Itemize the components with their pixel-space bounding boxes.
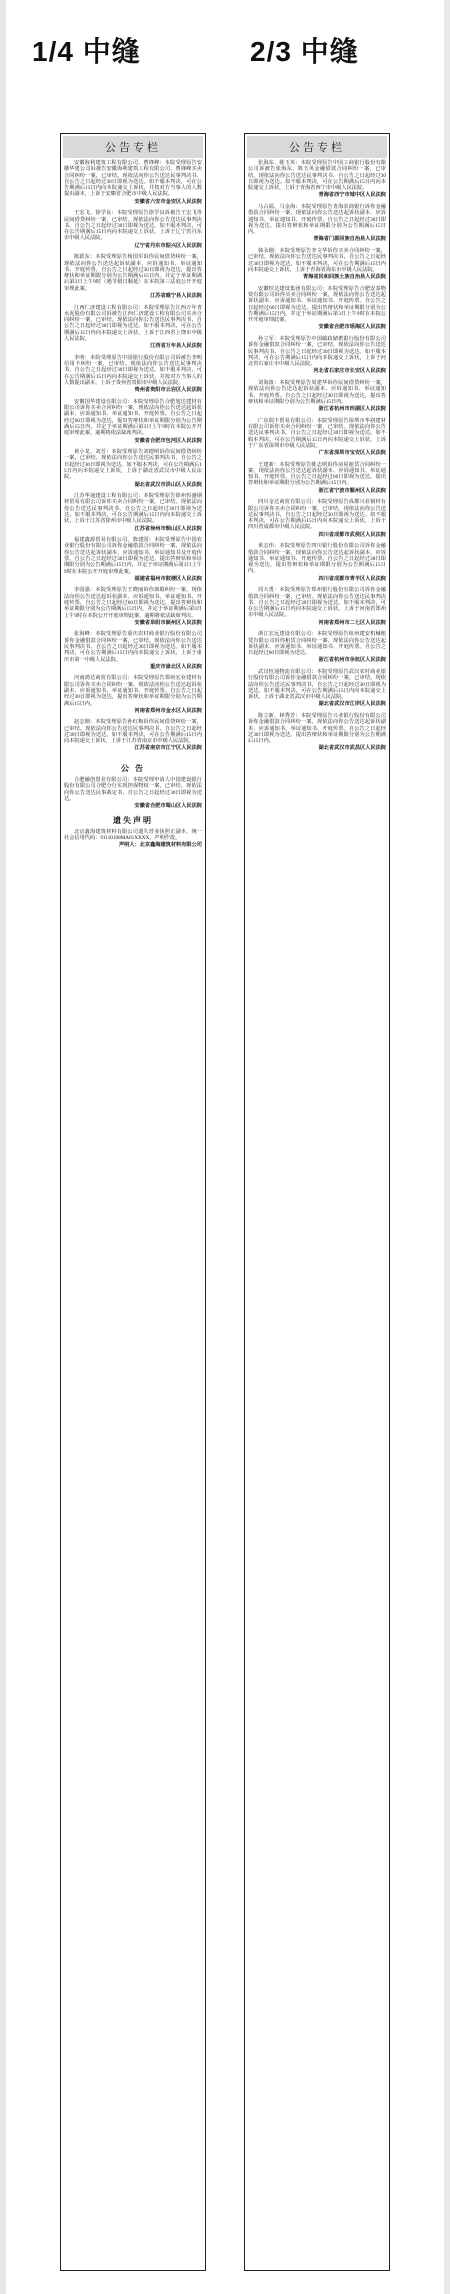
notice-text: 福建鑫源贸易有限公司、陈建国：本院受理原告中国农业银行股份有限公司诉你金融借款合同纠纷一案，现依法向你公告送达起诉状副本、应诉通知书、举证通知书及开庭传票。自公告之日起经过30日即视为送达。提出答辩状和举证期限分别为公告期满后15日内，并定于举证期满后第3日上午9时在本院公开开庭审理此案。 <box>64 537 202 575</box>
notice-text: 张海峰：本院受理原告重庆农村商业银行股份有限公司诉你金融借款合同纠纷一案，已审结。现依法向你公告送达民事判决书，自公告之日起经过30日即视为送达。如不服本判决，可在公告期满后15日内向本院递交上诉状，上诉于重庆市第一中级人民法院。 <box>64 631 202 663</box>
notice-text: 武汉恒通物流有限公司：本院受理原告武汉农村商业银行股份有限公司诉你金融借款合同纠纷一案，已审结。现依法向你公告送达民事判决书，自公告之日起经过30日即视为送达。如不服本判决，可在公告期满后15日内向本院递交上诉状，上诉于湖北省武汉市中级人民法院。 <box>248 668 386 701</box>
court-notice <box>64 631 202 670</box>
court-notice <box>248 418 386 457</box>
court-notice <box>64 675 202 714</box>
court-notice <box>64 587 202 626</box>
notice-text: 广东瑞丰贸易有限公司：本院受理原告深圳市华润建材有限公司诉你买卖合同纠纷一案，已审结。现依法向你公告送达民事判决书，自公告之日起经过30日即视为送达。如不服本判决，可在公告期满后15日内向本院递交上诉状，上诉于广东省深圳市中级人民法院。 <box>248 417 386 449</box>
notice-text: 河南鸿达商贸有限公司：本院受理原告郑州宏业建材有限公司诉你买卖合同纠纷一案，现依法向你公告送达起诉状副本、应诉通知书、举证通知书、开庭传票。自公告之日起经过30日即视为送达，提出答辩状和举证期限分别为公告期满后15日内。 <box>64 675 202 707</box>
notice-court-signature: 河北省石家庄市长安区人民法院 <box>313 368 386 375</box>
notice-court-signature: 江苏省南京市江宁区人民法院 <box>134 745 202 752</box>
right-announcement-column <box>244 133 390 2271</box>
court-notice <box>64 493 202 532</box>
court-notice <box>64 719 202 752</box>
notice-court-signature: 贵州省贵阳市云岩区人民法院 <box>134 387 202 394</box>
court-notice <box>64 399 202 444</box>
notice-text: 张海东、陈玉英：本院受理原告中国工商银行股份有限公司诉被告张海东、陈玉英金融借款合同纠纷一案，已审结。现依法向你公告送达民事判决书，自公告之日起经过30日即视为送达。如不服本判决，可在公告期满后15日内向本院递交上诉状，上诉于青海省西宁市中级人民法院。 <box>248 160 386 192</box>
notice-text: 赵志刚：本院受理原告孙红梅诉你民间借贷纠纷一案，已审结。现依法向你公告送达民事判决书，自公告之日起经过30日即视为送达。如不服本判决，可在公告期满后15日内向本院递交上诉状，上诉于江苏省南京市中级人民法院。 <box>64 719 202 745</box>
notice-text: 王建新：本院受理原告陈志明诉你房屋租赁合同纠纷一案，现依法向你公告送达起诉状副本、应诉通知书、举证通知书、开庭传票。自公告之日起经过60日即视为送达。提出答辩状和举证期限分别为公告期满后15日内。 <box>248 461 386 487</box>
notice-court-signature: 浙江省宁波市鄞州区人民法院 <box>318 487 386 494</box>
notice-court-signature: 广东省深圳市宝安区人民法院 <box>318 450 386 457</box>
court-notice <box>64 160 202 205</box>
notice-text: 江苏华通建设工程有限公司：本院受理原告徐州恒盛钢材贸易有限公司诉你买卖合同纠纷一案，已审结。现依法向你公告送达民事判决书，自公告之日起经过30日即视为送达。如不服本判决，可在公告期满后15日内向本院递交上诉状，上诉于江苏省徐州市中级人民法院。 <box>64 493 202 525</box>
court-notice <box>64 537 202 582</box>
notice-court-signature: 湖北省武汉市武昌区人民法院 <box>318 745 386 752</box>
notice-court-signature: 江苏省睢宁县人民法院 <box>150 293 202 300</box>
notice-text: 安徽国华建设有限公司：本院受理原告合肥旭达建材有限公司诉你买卖合同纠纷一案，现依法向你公告送达起诉状副本、应诉通知书、举证通知书、开庭传票。自公告之日起经过60日即视为送达，提出答辩状和举证期限分别为公告期满后15日内。并定于举证期满后第3日上午9时在本院公开开庭审理此案。逾期将依法缺席判决。 <box>64 398 202 437</box>
court-notice <box>248 380 386 413</box>
court-notice <box>248 286 386 331</box>
bottom-notice <box>64 777 202 810</box>
notice-court-signature: 河南省郑州市二七区人民法院 <box>318 619 386 626</box>
loss-statement-heading: 遗失声明 <box>113 815 153 825</box>
notice-text: 浙江宏远建设有限公司：本院受理原告杭州建安机械租赁有限公司诉你租赁合同纠纷一案，现依法向你公告送达起诉状副本、应诉通知书、举证通知书、开庭传票。自公告之日起经过60日即视为送达。 <box>248 631 386 657</box>
notice-court-signature: 安徽省合肥市瑶海区人民法院 <box>318 324 386 331</box>
notice-text: 江西仁济建设工程有限公司：本院受理原告江西万年青水泥股份有限公司诉被告江西仁济建设工程有限公司买卖合同纠纷一案，已审结。现依法向你公告送达民事判决书，自公告之日起经过30日即视为送达。如不服本判决，可在公告期满后15日内向本院递交上诉状，上诉于江西省上饶市中级人民法院。 <box>64 304 202 343</box>
right-page-edge <box>444 0 450 2294</box>
loss-statement-signature: 声明人：北京鑫海建筑材料有限公司 <box>118 842 202 849</box>
left-gutter-header: 1/4 中缝 <box>32 36 141 67</box>
notice-text: 安徽海利建筑工程有限公司、曹锋峰：本院受理原告安徽华建公司诉被告安徽海利建筑工程有限公司、曹锋峰买卖合同纠纷一案，已审结。现依法向你公告送达民事判决书，自公告之日起经过30日即视为送达。如不服本判决，可在公告期满后15日内向本院递交上诉状，并按对方当事人的人数提出副本，上诉于安徽省合肥市中级人民法院。 <box>64 160 202 198</box>
left-page-edge <box>0 0 6 2294</box>
notice-court-signature: 湖北省武汉市江岸区人民法院 <box>318 701 386 708</box>
court-notice <box>248 543 386 582</box>
left-column-footer <box>61 757 205 849</box>
notice-text: 孙立军：本院受理原告中国邮政储蓄银行股份有限公司诉你金融借款合同纠纷一案，已审结。现依法向你公告送达民事判决书，自公告之日起经过30日即视为送达。如不服本判决，可在公告期满后15日内向本院递交上诉状，上诉于河北省石家庄市中级人民法院。 <box>248 335 386 368</box>
bottom-notice-text: 合肥融创置业有限公司：本院受理申请人中国建设银行股份有限公司合肥分行实现担保物权一案，已审结。现依法向你公告送达民事裁定书，自公告之日起经过30日即视为送达。 <box>64 776 202 802</box>
right-column-body <box>245 158 389 752</box>
notice-court-signature: 辽宁省丹东市振兴区人民法院 <box>134 242 202 249</box>
left-column-body <box>61 158 205 752</box>
notice-text: 陈立新、林秀芳：本院受理原告兴业银行股份有限公司诉你金融借款合同纠纷一案，现依法向你公告送达起诉状副本、应诉通知书、举证通知书、开庭传票。自公告之日起经过30日即视为送达，提出答辩状和举证期限分别为公告期满后15日内。 <box>248 712 386 745</box>
notice-court-signature: 江西省万年县人民法院 <box>150 343 202 350</box>
notice-text: 马占福、马金海：本院受理原告青海农商银行诉你金融借款合同纠纷一案，现依法向你公告送达起诉状副本、应诉通知书、举证通知书、开庭传票。自公告之日起经过30日即视为送达，提出答辩状和举证期限分别为公告期满后15日内。 <box>248 203 386 236</box>
court-notice <box>248 462 386 495</box>
notice-text: 陈跃东：本院受理原告杨国军诉你民间借贷纠纷一案，现依法向你公告送达起诉状副本、应诉通知书、举证通知书、开庭传票。自公告之日起经过30日即视为送达，提出答辩状和举证期限分别为公告期满后15日内。并定于举证期满后第3日上午9时（遇节假日顺延）在本院第三法庭公开开庭审理此案。 <box>64 254 202 292</box>
court-notice <box>64 305 202 350</box>
court-notice <box>64 355 202 394</box>
notice-court-signature: 福建省福州市鼓楼区人民法院 <box>134 575 202 582</box>
court-notice <box>248 669 386 708</box>
notice-court-signature: 河南省郑州市金水区人民法院 <box>134 707 202 714</box>
notice-court-signature: 青海省民和回族土族自治县人民法院 <box>302 274 386 281</box>
notice-court-signature: 四川省成都市武侯区人民法院 <box>318 531 386 538</box>
notice-court-signature: 江苏省徐州市铜山区人民法院 <box>134 525 202 532</box>
court-notice <box>248 499 386 538</box>
court-notice <box>248 336 386 375</box>
court-notice <box>64 254 202 299</box>
notice-text: 四川金达商贸有限公司：本院受理原告成都兴业钢材有限公司诉你买卖合同纠纷一案，已审结。现依法向你公告送达民事判决书，自公告之日起经过30日即视为送达。如不服本判决，可在公告期满后15日内向本院递交上诉状，上诉于四川省成都市中级人民法院。 <box>248 499 386 531</box>
announcement-subhead: 公 告 <box>121 763 145 773</box>
notice-text: 韩永刚：本院受理原告李文华诉你买卖合同纠纷一案，已审结。现依法向你公告送达民事判决书，自公告之日起经过30日即视为送达。如不服本判决，可在公告期满后15日内向本院递交上诉状，上诉于青海省海东市中级人民法院。 <box>248 247 386 273</box>
court-notice <box>248 160 386 199</box>
left-announcement-column <box>60 133 206 2271</box>
notice-court-signature: 浙江省杭州市余杭区人民法院 <box>318 657 386 664</box>
notice-text: 黄志伟：本院受理原告四川银行股份有限公司诉你金融借款合同纠纷一案，现依法向你公告送达起诉状副本、应诉通知书、举证通知书、开庭传票。自公告之日起经过30日即视为送达，提出答辩状和举证期限分别为公告期满后15日内。 <box>248 543 386 575</box>
court-notice <box>248 631 386 664</box>
notice-text: 黄小龙、刘芳：本院受理原告刘德明诉你民间借贷纠纷一案，已审结。现依法向你公告送达民事判决书，自公告之日起经过30日即视为送达。如不服本判决，可在公告期满后15日内向本院递交上诉状，上诉于湖北省武汉市中级人民法院。 <box>64 449 202 481</box>
right-gutter-header: 2/3 中缝 <box>250 36 359 67</box>
notice-text: 安徽恒达建设集团有限公司：本院受理原告合肥安泰物资有限公司诉你买卖合同纠纷一案，现依法向你公告送达起诉状副本、应诉通知书、举证通知书、开庭传票。自公告之日起经过60日即视为送达。提出答辩状和举证期限分别为公告期满后15日内，并定于举证期满后第3日上午9时在本院公开开庭审理此案。 <box>248 285 386 324</box>
notice-court-signature: 安徽省合肥市包河区人民法院 <box>134 437 202 444</box>
notice-court-signature: 青海省西宁市城中区人民法院 <box>318 192 386 199</box>
notice-text: 王宏飞、徐学良：本院受理原告徐学良诉被告王宏飞等民间借贷纠纷一案，已审结。现依法向你公告送达民事判决书，自公告之日起经过30日即视为送达。如不服本判决，可在公告期满后15日内向本院递交上诉状，上诉于辽宁省丹东市中级人民法院。 <box>64 210 202 242</box>
notice-court-signature: 浙江省杭州市西湖区人民法院 <box>318 406 386 413</box>
loss-statement-text: 北京鑫海建筑材料有限公司遗失营业执照正副本，统一社会信用代码：91110108MA01XXXX，声明作废。 <box>64 828 202 841</box>
notice-court-signature: 安徽省阜阳市颍州区人民法院 <box>134 619 202 626</box>
notice-court-signature: 安徽省六安市金安区人民法院 <box>134 198 202 205</box>
court-notice <box>248 248 386 281</box>
notice-text: 李国强：本院受理原告王晓丽诉你离婚纠纷一案，现依法向你公告送达起诉状副本、应诉通知书、举证通知书、开庭传票。自公告之日起经过60日即视为送达。提出答辩状和举证期限分别为公告期满后15日内，并定于举证期满后第3日上午9时在本院公开开庭审理此案，逾期将依法缺席判决。 <box>64 587 202 619</box>
notice-court-signature: 四川省成都市青羊区人民法院 <box>318 575 386 582</box>
court-notice <box>248 587 386 626</box>
bottom-notice-signature: 安徽省合肥市蜀山区人民法院 <box>134 803 202 810</box>
notice-court-signature: 青海省门源回族自治县人民法院 <box>313 236 386 243</box>
notice-text: 刘海波：本院受理原告周建华诉你民间借贷纠纷一案，现依法向你公告送达起诉状副本、应诉通知书、举证通知书、开庭传票。自公告之日起经过30日即视为送达，提出答辩状和举证期限分别为公告期满后15日内。 <box>248 379 386 405</box>
left-column-title: 公告专栏 <box>63 136 203 158</box>
court-notice <box>248 204 386 243</box>
notice-court-signature: 重庆市渝北区人民法院 <box>150 663 202 670</box>
court-notice <box>248 713 386 752</box>
notice-court-signature: 湖北省武汉市洪山区人民法院 <box>134 481 202 488</box>
notice-text: 周大勇：本院受理原告郑州银行股份有限公司诉你金融借款合同纠纷一案，已审结。现依法向你公告送达民事判决书，自公告之日起经过30日即视为送达。如不服本判决，可在公告期满后15日内向本院递交上诉状，上诉于河南省郑州市中级人民法院。 <box>248 587 386 619</box>
court-notice <box>64 449 202 488</box>
notice-text: 李明：本院受理原告中国银行股份有限公司诉被告李明信用卡纠纷一案，已审结。现依法向你公告送达民事判决书，自公告之日起经过30日即视为送达。如不服本判决，可在公告期满后15日内向本院递交上诉状，并按对方当事人的人数提出副本，上诉于贵州省贵阳市中级人民法院。 <box>64 354 202 387</box>
right-column-title: 公告专栏 <box>247 136 387 158</box>
court-notice <box>64 210 202 249</box>
